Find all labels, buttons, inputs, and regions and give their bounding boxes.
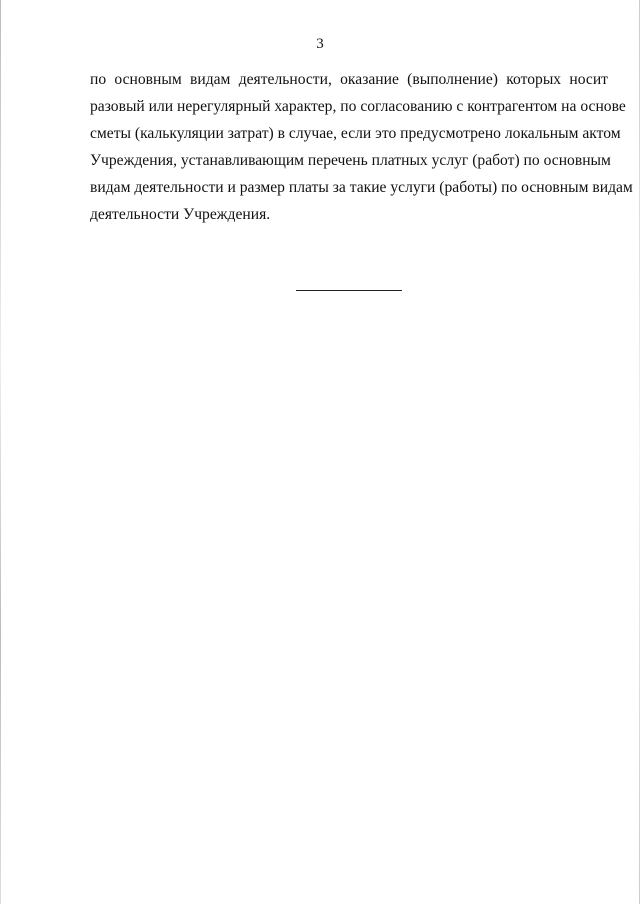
paragraph-line: по основным видам деятельности, оказание (выполнение) которых носит: [90, 71, 608, 88]
page-number: 3: [316, 36, 324, 52]
paragraph: [90, 66, 633, 228]
paragraph-line: видам деятельности и размер платы за такие услуги (работы) по основным видам: [90, 179, 633, 196]
paragraph-line: сметы (калькуляции затрат) в случае, если это предусмотрено локальным актом: [90, 125, 621, 142]
paragraph-line: деятельности Учреждения.: [90, 206, 271, 223]
paragraph-line: Учреждения, устанавливающим перечень платных услуг (работ) по основным: [90, 152, 611, 169]
scan-edge-left: [0, 0, 1, 904]
paragraph-line: разовый или нерегулярный характер, по согласованию с контрагентом на основе: [90, 98, 626, 115]
end-of-document-rule: [296, 290, 402, 291]
